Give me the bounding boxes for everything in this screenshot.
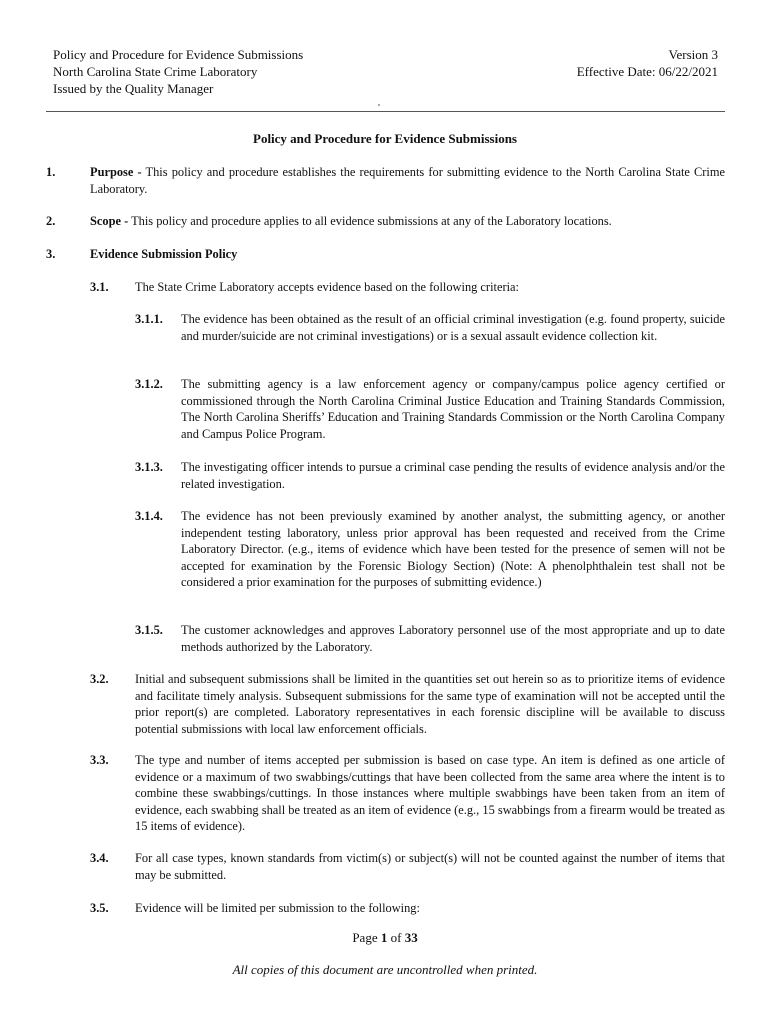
section-3-1-2-number: 3.1.2. — [135, 377, 163, 391]
section-3-2-text: Initial and subsequent submissions shall be limited in the quantities set out herein so as to prioritize items of evidence and facilitate timely analysis. Subsequent submissions for the same type of examination will not be accepted until the prior report(s) are completed. Laboratory representatives in each forensic discipline will be available to discuss potential submissions with local law enforcement officials. — [135, 672, 725, 736]
header-doc-title: Policy and Procedure for Evidence Submissions — [53, 47, 304, 62]
section-3-3-text: The type and number of items accepted per submission is based on case type. An item is defined as one article of evidence or a maximum of two swabbings/cuttings that have been collected from the same area where the intent is to combine these swabbings/cuttings. In those instances where multiple swabbings have been taken from an item of evidence, each swabbing shall be treated as an item of evidence (e.g., 15 swabbings from a firearm would be treated as 15 items of evidence). — [135, 753, 725, 833]
header-right — [577, 46, 718, 80]
header-left — [53, 46, 303, 97]
header-divider — [46, 111, 725, 112]
section-3-1-4-number: 3.1.4. — [135, 509, 163, 523]
section-3-1-1-number: 3.1.1. — [135, 312, 163, 326]
uncontrolled-copy-note: All copies of this document are uncontrolled when printed. — [232, 962, 538, 977]
section-3-1-3-number: 3.1.3. — [135, 460, 163, 474]
section-3-heading: Evidence Submission Policy — [90, 247, 238, 261]
section-2-label: Scope - — [90, 214, 129, 228]
page-prefix: Page — [352, 930, 381, 945]
section-3-1-text: The State Crime Laboratory accepts evidence based on the following criteria: — [135, 280, 519, 294]
header-organization: North Carolina State Crime Laboratory — [53, 64, 258, 79]
section-1-text: This policy and procedure establishes the requirements for submitting evidence to the North Carolina State Crime Laboratory. — [90, 165, 725, 196]
section-3-5-text: Evidence will be limited per submission to the following: — [135, 901, 420, 915]
section-3-2-number: 3.2. — [90, 672, 109, 686]
page-of: of — [387, 930, 405, 945]
header-issuer: Issued by the Quality Manager — [53, 81, 214, 96]
section-1-purpose — [90, 164, 725, 197]
section-1-label: Purpose - — [90, 165, 142, 179]
section-3-3-number: 3.3. — [90, 753, 109, 767]
header-version: Version 3 — [668, 47, 718, 62]
page-current: 1 — [380, 930, 388, 945]
section-2-text: This policy and procedure applies to all evidence submissions at any of the Laboratory locations. — [128, 214, 612, 228]
page-title: Policy and Procedure for Evidence Submissions — [253, 131, 517, 146]
page-total: 33 — [404, 930, 418, 945]
section-3-1-5-text: The customer acknowledges and approves Laboratory personnel use of the most appropriate and up to date methods authorized by the Laboratory. — [181, 623, 725, 654]
section-3-1-3-text: The investigating officer intends to pursue a criminal case pending the results of evidence analysis and/or the related investigation. — [181, 460, 725, 491]
scan-speck — [378, 104, 380, 106]
section-3-4-text: For all case types, known standards from victim(s) or subject(s) will not be counted against the number of items that may be submitted. — [135, 851, 725, 882]
section-3-1-2-text: The submitting agency is a law enforcement agency or company/campus police agency certified or commissioned through the North Carolina Criminal Justice Education and Training Standards Commission, The North Carolina Sheriffs’ Education and Training Standards Commission or the North Carolina Company and Campus Police Program. — [181, 377, 725, 441]
section-3-number: 3. — [46, 247, 56, 261]
section-3-1-5-number: 3.1.5. — [135, 623, 163, 637]
section-2-scope — [90, 213, 725, 230]
section-3-1-number: 3.1. — [90, 280, 109, 294]
section-3-1-4-text: The evidence has not been previously examined by another analyst, the submitting agency, or another independent testing laboratory, unless prior approval has been requested and received from the Crime Laboratory Director. (e.g., items of evidence which have been tested for the presence of semen will not be accepted for examination by the Forensic Biology Section) (Note: A phenolphthalein test shall not be considered a prior examination for the purposes of submitting evidence.) — [181, 509, 725, 589]
section-3-1-1-text: The evidence has been obtained as the result of an official criminal investigation (e.g. found property, suicide and murder/suicide are not criminal investigations) or is a sexual assault evidence collection kit. — [181, 312, 725, 343]
section-3-5-number: 3.5. — [90, 901, 109, 915]
page-number — [0, 930, 770, 947]
section-2-number: 2. — [46, 214, 56, 228]
section-1-number: 1. — [46, 165, 56, 179]
section-3-4-number: 3.4. — [90, 851, 109, 865]
header-effective-date: Effective Date: 06/22/2021 — [576, 64, 718, 79]
